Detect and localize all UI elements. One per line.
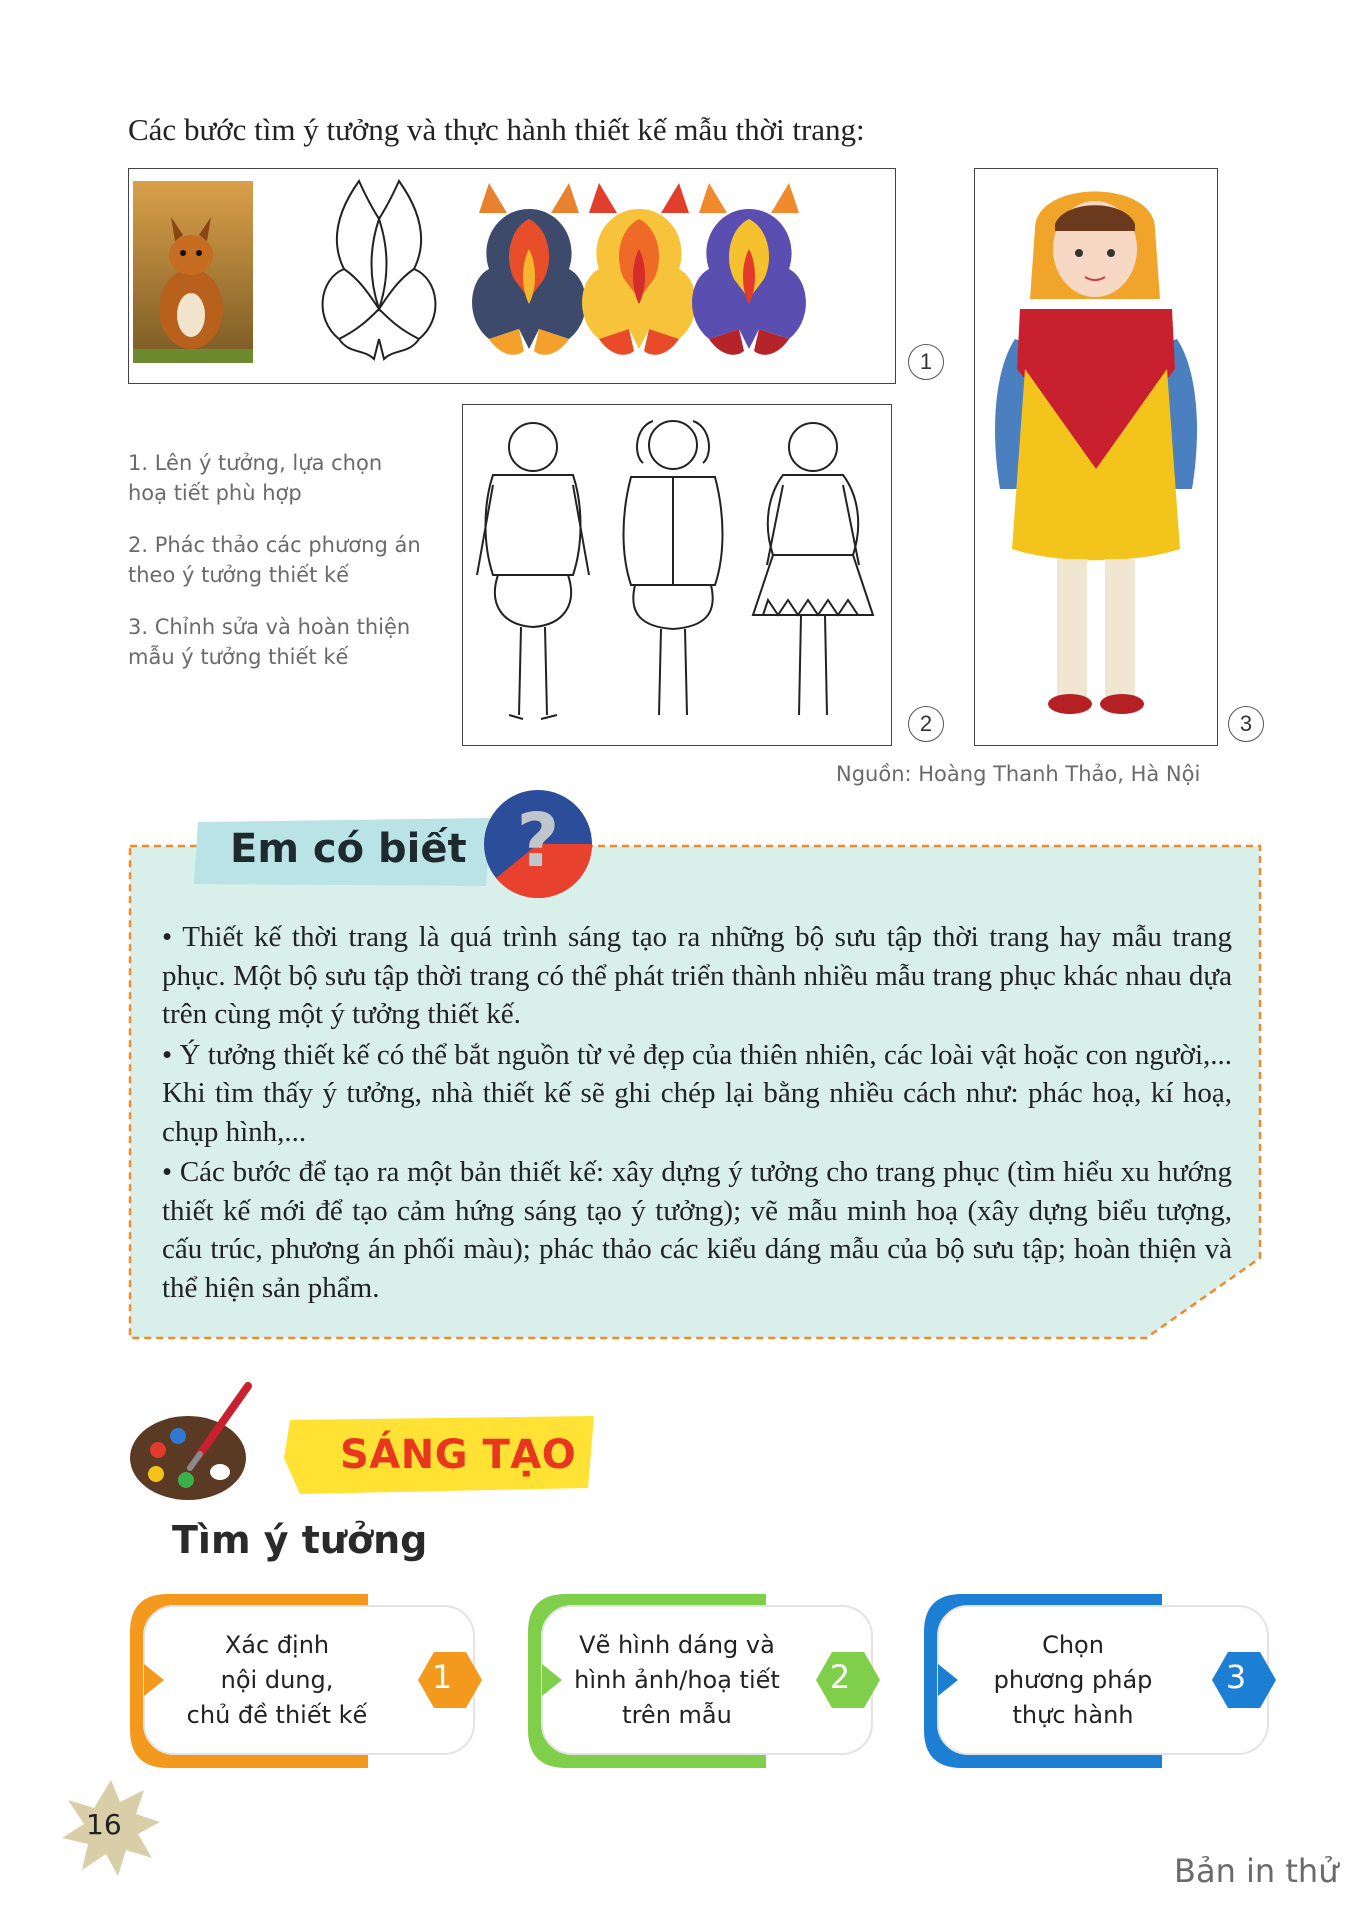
fact-paragraph-3: • Các bước để tạo ra một bản thiết kế: xây dựng ý tưởng cho trang phục (tìm hiểu xu hướng thiết kế mới để tạo cảm hứng sáng tạo ý tưởng); vẽ mẫu minh hoạ (xây dựng biểu tượng, cấu trúc, phương án phối màu); phác thảo các kiểu dáng mẫu của bộ sưu tập; hoàn thiện và thể hiện sản phẩm.	[162, 1156, 1232, 1304]
step-1-line2: hoạ tiết phù hợp	[128, 481, 302, 505]
fact-paragraph-1: • Thiết kế thời trang là quá trình sáng tạo ra những bộ sưu tập thời trang hay mẫu trang phục. Một bộ sưu tập thời trang có thể phát triển thành nhiều mẫu trang phục khác nhau dựa trên cùng một ý tưởng thiết kế.	[162, 921, 1232, 1030]
sketch-figure-3	[753, 423, 873, 715]
sketch-illustration	[463, 405, 891, 745]
inspiration-illustration	[129, 169, 895, 383]
image-source: Nguồn: Hoàng Thanh Thảo, Hà Nội	[836, 762, 1201, 786]
inspiration-panel	[128, 168, 896, 384]
motif-color-2	[582, 183, 696, 355]
card-1-line2: nội dung,	[220, 1666, 334, 1694]
intro-text: Các bước tìm ý tưởng và thực hành thiết kế mẫu thời trang:	[128, 112, 865, 147]
question-mark-icon	[480, 786, 596, 902]
step-3-line2: mẫu ý tưởng thiết kế	[128, 645, 349, 669]
final-design-illustration	[975, 169, 1217, 745]
step-2-line2: theo ý tưởng thiết kế	[128, 563, 350, 587]
motif-color-3	[692, 183, 806, 355]
motif-outline	[323, 181, 436, 359]
print-note: Bản in thử	[1174, 1852, 1339, 1890]
card-2-text	[552, 1628, 802, 1733]
card-2-line2: hình ảnh/hoạ tiết	[574, 1666, 780, 1694]
step-1-text	[128, 448, 448, 508]
card-2-line1: Vẽ hình dáng và	[579, 1631, 775, 1659]
card-2-number: 2	[829, 1658, 851, 1696]
step-1-line1: 1. Lên ý tưởng, lựa chọn	[128, 451, 383, 475]
sketch-panel	[462, 404, 892, 746]
fact-box-body	[162, 918, 1232, 1309]
idea-heading: Tìm ý tưởng	[172, 1518, 428, 1562]
card-2-line3: trên mẫu	[622, 1701, 732, 1729]
card-3-line3: thực hành	[1012, 1701, 1134, 1729]
svg-text:?: ?	[516, 798, 560, 884]
page-number: 16	[86, 1808, 122, 1841]
fact-paragraph-2: • Ý tưởng thiết kế có thể bắt nguồn từ vẻ đẹp của thiên nhiên, các loài vật hoặc con người,... Khi tìm thấy ý tưởng, nhà thiết kế sẽ ghi chép lại bằng nhiều cách như: phác hoạ, kí hoạ, chụp hình,...	[162, 1038, 1232, 1148]
card-3-line1: Chọn	[1042, 1631, 1104, 1659]
card-3-line2: phương pháp	[993, 1666, 1153, 1694]
final-design-panel	[974, 168, 1218, 746]
card-1-line1: Xác định	[224, 1631, 330, 1659]
sketch-figure-2	[624, 421, 723, 715]
card-1-text	[152, 1628, 402, 1733]
step-2-line1: 2. Phác thảo các phương án	[128, 533, 421, 557]
step-3-line1: 3. Chỉnh sửa và hoàn thiện	[128, 615, 411, 639]
card-1-line3: chủ đề thiết kế	[186, 1701, 368, 1729]
card-1-number: 1	[431, 1658, 453, 1696]
sketch-figure-1	[477, 423, 589, 719]
figure-number-2: 2	[908, 706, 944, 742]
fact-box-title: Em có biết	[230, 826, 467, 872]
step-2-text	[128, 530, 448, 590]
motif-color-1	[472, 183, 586, 355]
figure-number-3: 3	[1228, 706, 1264, 742]
squirrel-photo	[133, 181, 253, 363]
card-3-text	[948, 1628, 1198, 1733]
card-3-number: 3	[1225, 1658, 1247, 1696]
figure-number-1: 1	[908, 344, 944, 380]
creative-label: SÁNG TẠO	[340, 1432, 577, 1478]
palette-icon	[128, 1380, 258, 1506]
step-3-text	[128, 612, 448, 672]
